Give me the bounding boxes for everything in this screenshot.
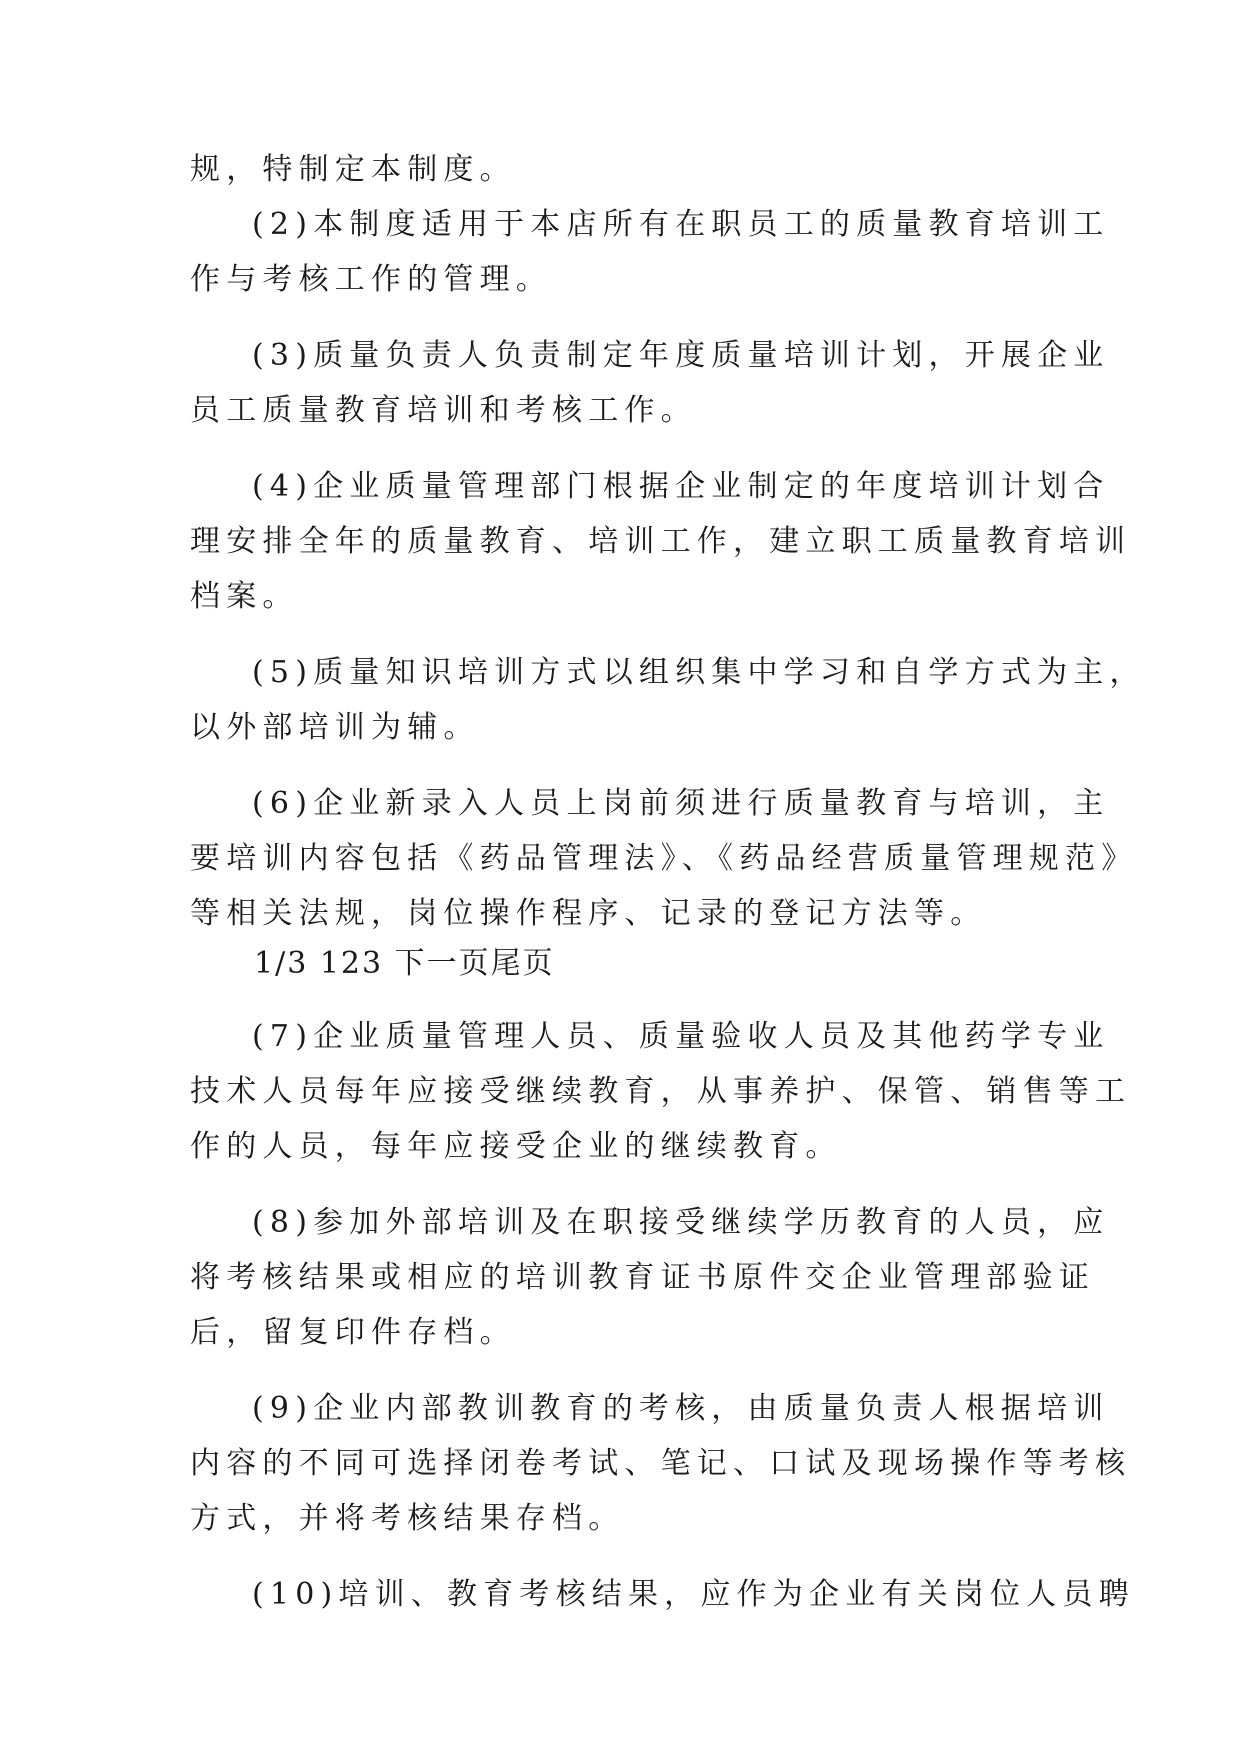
paragraph-4-line-1: (4)企业质量管理部门根据企业制定的年度培训计划合 [252, 469, 1110, 504]
text-line: 理安排全年的质量教育、培训工作，建立职工质量教育培训 [190, 524, 1132, 559]
paragraph-3-line-1: (3)质量负责人负责制定年度质量培训计划，开展企业 [252, 338, 1110, 373]
text-line: 档案。 [190, 579, 299, 614]
text-line: 作与考核工作的管理。 [190, 262, 552, 297]
paragraph-7-line-1: (7)企业质量管理人员、质量验收人员及其他药学专业 [252, 1019, 1110, 1054]
paragraph-10-line-1: (10)培训、教育考核结果，应作为企业有关岗位人员聘 [252, 1577, 1135, 1612]
paragraph-9-line-1: (9)企业内部教训教育的考核，由质量负责人根据培训 [252, 1391, 1110, 1426]
paragraph-6-line-1: (6)企业新录入人员上岗前须进行质量教育与培训，主 [252, 786, 1110, 821]
paragraph-5-line-1: (5)质量知识培训方式以组织集中学习和自学方式为主， [252, 655, 1146, 690]
text-line: 方式，并将考核结果存档。 [190, 1501, 625, 1536]
paragraph-2-line-1: (2)本制度适用于本店所有在职员工的质量教育培训工 [252, 207, 1110, 242]
text-line: 作的人员，每年应接受企业的继续教育。 [190, 1129, 842, 1164]
text-line: 规，特制定本制度。 [190, 152, 516, 187]
pagination-text: 1/3 123 下一页尾页 [254, 946, 555, 981]
text-line: 后，留复印件存档。 [190, 1315, 516, 1350]
text-line: 要培训内容包括《药品管理法》、《药品经营质量管理规范》 [190, 841, 1138, 876]
paragraph-8-line-1: (8)参加外部培训及在职接受继续学历教育的人员，应 [252, 1205, 1110, 1240]
text-line: 员工质量教育培训和考核工作。 [190, 393, 697, 428]
text-line: 将考核结果或相应的培训教育证书原件交企业管理部验证 [190, 1260, 1095, 1295]
text-line: 以外部培训为辅。 [190, 710, 480, 745]
text-line: 等相关法规，岗位操作程序、记录的登记方法等。 [190, 896, 987, 931]
text-line: 技术人员每年应接受继续教育，从事养护、保管、销售等工 [190, 1074, 1132, 1109]
text-line: 内容的不同可选择闭卷考试、笔记、口试及现场操作等考核 [190, 1446, 1132, 1481]
